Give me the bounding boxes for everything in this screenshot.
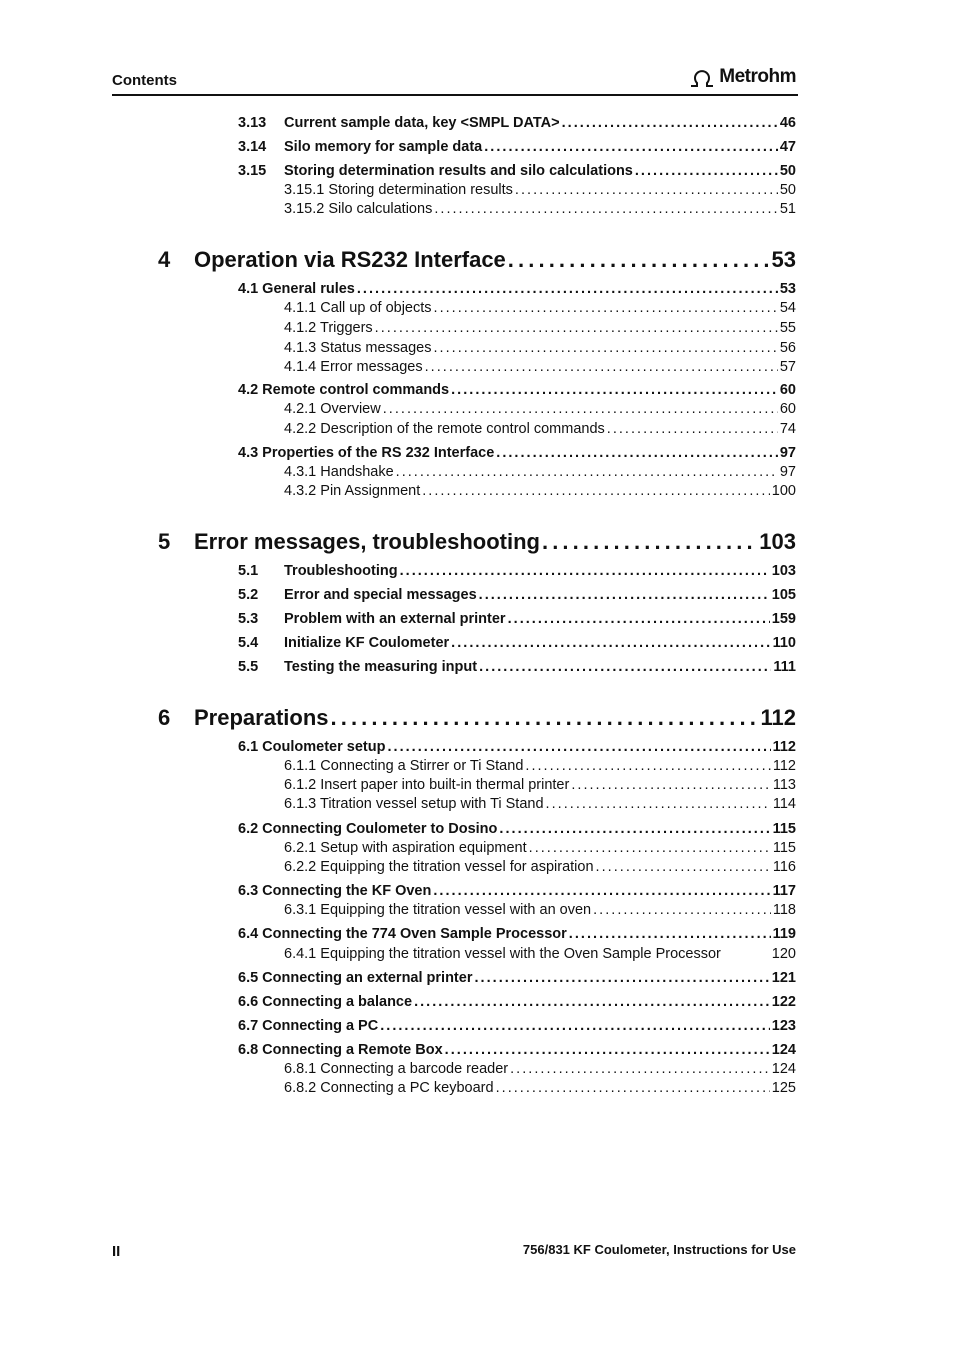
toc-section[interactable] <box>238 994 796 1010</box>
toc-title: 4.3.1 Handshake <box>284 464 394 480</box>
toc-page-number: 57 <box>779 359 796 375</box>
toc-leader-dots <box>562 115 778 131</box>
toc-title: 6.2 Connecting Coulometer to Dosino <box>238 821 498 837</box>
toc-leader-dots <box>529 840 771 856</box>
toc-leader-dots <box>542 529 757 555</box>
toc-subsection[interactable] <box>284 182 796 198</box>
toc-leader-dots <box>510 1061 770 1077</box>
toc-subsection[interactable] <box>284 859 796 875</box>
toc-page-number: 60 <box>779 382 796 398</box>
toc-page-number: 50 <box>779 163 796 179</box>
toc-section[interactable] <box>238 1042 796 1058</box>
toc-title: Testing the measuring input <box>284 659 478 675</box>
toc-title: Troubleshooting <box>284 563 398 579</box>
toc-subsection[interactable] <box>284 320 796 336</box>
toc-title: Preparations <box>194 705 329 730</box>
toc-title: 4.2 Remote control commands <box>238 382 450 398</box>
toc-subsection[interactable] <box>284 1080 796 1096</box>
header-title: Contents <box>112 72 177 89</box>
toc-title: 6.3.1 Equipping the titration vessel with an oven <box>284 902 592 918</box>
toc-title: 4.3 Properties of the RS 232 Interface <box>238 445 495 461</box>
toc-number: 3.13 <box>238 115 267 131</box>
toc-page-number: 118 <box>772 902 796 918</box>
toc-title: 6.4 Connecting the 774 Oven Sample Processor <box>238 926 567 942</box>
toc-title: 6.4.1 Equipping the titration vessel with the Oven Sample Processor <box>284 946 721 962</box>
toc-subsection[interactable] <box>284 483 796 499</box>
toc-leader-dots <box>496 1080 770 1096</box>
toc-title: Initialize KF Coulometer <box>284 635 450 651</box>
toc-leader-dots <box>515 182 778 198</box>
toc-page-number: 116 <box>772 859 796 875</box>
toc-chapter[interactable] <box>158 247 796 273</box>
toc-page-number: 112 <box>760 705 796 730</box>
toc-leader-dots <box>569 926 771 942</box>
metrohm-logo <box>689 66 796 88</box>
toc-section[interactable] <box>238 281 796 297</box>
toc-chapter[interactable] <box>158 705 796 731</box>
toc-leader-dots <box>445 1042 770 1058</box>
toc-title: Silo memory for sample data <box>284 139 483 155</box>
toc-section[interactable] <box>238 883 796 899</box>
toc-number: 5 <box>158 529 171 554</box>
toc-section[interactable] <box>238 563 796 579</box>
toc-title: 6.7 Connecting a PC <box>238 1018 379 1034</box>
toc-page-number: 97 <box>779 445 796 461</box>
toc-section[interactable] <box>238 139 796 155</box>
toc-leader-dots <box>425 359 778 375</box>
toc-subsection[interactable] <box>284 201 796 217</box>
toc-title: 6.2.1 Setup with aspiration equipment <box>284 840 527 856</box>
toc-number: 3.14 <box>238 139 267 155</box>
toc-title: Error and special messages <box>284 587 477 603</box>
toc-page-number: 53 <box>779 281 796 297</box>
toc-subsection[interactable] <box>284 758 796 774</box>
toc-leader-dots <box>525 758 770 774</box>
toc-page-number: 56 <box>779 340 796 356</box>
toc-subsection[interactable] <box>284 300 796 316</box>
toc-leader-dots <box>593 902 771 918</box>
toc-subsection[interactable] <box>284 359 796 375</box>
toc-section[interactable] <box>238 1018 796 1034</box>
toc-title: 6.1.2 Insert paper into built-in thermal printer <box>284 777 570 793</box>
toc-title: 6.8 Connecting a Remote Box <box>238 1042 443 1058</box>
toc-page-number: 115 <box>772 821 796 837</box>
toc-subsection[interactable] <box>284 796 796 812</box>
toc-leader-dots <box>451 635 770 651</box>
toc-section[interactable] <box>238 115 796 131</box>
toc-page-number: 159 <box>771 611 796 627</box>
toc-leader-dots <box>400 563 770 579</box>
toc-leader-dots <box>596 859 771 875</box>
page-number: II <box>112 1243 121 1260</box>
toc-page-number: 47 <box>779 139 796 155</box>
toc-page-number: 124 <box>771 1061 796 1077</box>
toc-subsection[interactable] <box>284 777 796 793</box>
toc-number: 4 <box>158 247 171 272</box>
toc-number: 5.3 <box>238 611 259 627</box>
toc-title: 6.8.2 Connecting a PC keyboard <box>284 1080 494 1096</box>
toc-page-number: 111 <box>773 659 796 675</box>
toc-number: 5.1 <box>238 563 259 579</box>
toc-leader-dots <box>479 659 771 675</box>
toc-leader-dots <box>422 483 770 499</box>
toc-page-number: 120 <box>771 946 796 962</box>
toc-title: Problem with an external printer <box>284 611 506 627</box>
toc-title: Storing determination results and silo calculations <box>284 163 633 179</box>
toc-section[interactable] <box>238 163 796 179</box>
toc-page-number: 53 <box>771 247 796 272</box>
toc-page-number: 103 <box>759 529 796 554</box>
toc-subsection[interactable] <box>284 946 796 962</box>
toc-page-number: 121 <box>771 970 796 986</box>
toc-page-number: 112 <box>772 739 796 755</box>
toc-leader-dots <box>331 705 759 731</box>
toc-section[interactable] <box>238 821 796 837</box>
toc-page-number: 124 <box>771 1042 796 1058</box>
toc-title: Error messages, troubleshooting <box>194 529 540 554</box>
toc-page-number: 60 <box>779 401 796 417</box>
toc-page-number: 105 <box>771 587 796 603</box>
toc-title: 6.3 Connecting the KF Oven <box>238 883 432 899</box>
toc-leader-dots <box>375 320 778 336</box>
toc-leader-dots <box>357 281 778 297</box>
toc-leader-dots <box>484 139 778 155</box>
toc-title: 3.15.1 Storing determination results <box>284 182 513 198</box>
toc-leader-dots <box>546 796 771 812</box>
toc-page-number: 112 <box>772 758 796 774</box>
logo-text: Metrohm <box>719 66 796 87</box>
toc-page-number: 46 <box>779 115 796 131</box>
toc-section[interactable] <box>238 659 796 675</box>
toc-leader-dots <box>434 340 778 356</box>
toc-leader-dots <box>474 970 769 986</box>
toc-page-number: 115 <box>772 840 796 856</box>
toc-leader-dots <box>433 883 770 899</box>
toc-title: 4.1.1 Call up of objects <box>284 300 432 316</box>
toc-page-number: 114 <box>772 796 796 812</box>
toc-page-number: 51 <box>779 201 796 217</box>
toc-subsection[interactable] <box>284 340 796 356</box>
toc-subsection[interactable] <box>284 1061 796 1077</box>
toc-leader-dots <box>479 587 770 603</box>
toc-number: 5.5 <box>238 659 259 675</box>
toc-number: 5.2 <box>238 587 259 603</box>
toc-title: 4.2.2 Description of the remote control commands <box>284 421 605 437</box>
toc-title: Current sample data, key <SMPL DATA> <box>284 115 560 131</box>
toc-subsection[interactable] <box>284 902 796 918</box>
toc-leader-dots <box>496 445 778 461</box>
toc-page-number: 100 <box>771 483 796 499</box>
toc-page-number: 122 <box>771 994 796 1010</box>
toc-title: 4.1.3 Status messages <box>284 340 432 356</box>
toc-title: Operation via RS232 Interface <box>194 247 506 272</box>
toc-leader-dots <box>451 382 778 398</box>
toc-number: 3.15 <box>238 163 267 179</box>
toc-leader-dots <box>396 464 778 480</box>
omega-logo-icon <box>689 66 715 88</box>
toc-page-number: 125 <box>771 1080 796 1096</box>
toc-leader-dots <box>571 777 771 793</box>
toc-leader-dots <box>508 247 770 273</box>
toc-subsection[interactable] <box>284 421 796 437</box>
toc-title: 6.8.1 Connecting a barcode reader <box>284 1061 509 1077</box>
toc-page-number: 113 <box>772 777 796 793</box>
toc-page-number: 50 <box>779 182 796 198</box>
toc-page-number: 97 <box>779 464 796 480</box>
toc-section[interactable] <box>238 970 796 986</box>
toc-subsection[interactable] <box>284 464 796 480</box>
toc-subsection[interactable] <box>284 840 796 856</box>
toc-title: 6.6 Connecting a balance <box>238 994 413 1010</box>
toc-title: 6.1 Coulometer setup <box>238 739 386 755</box>
toc-title: 4.1 General rules <box>238 281 355 297</box>
toc-leader-dots <box>607 421 778 437</box>
toc-section[interactable] <box>238 739 796 755</box>
toc-page-number: 117 <box>772 883 796 899</box>
toc-chapter[interactable] <box>158 529 796 555</box>
toc-title: 4.2.1 Overview <box>284 401 381 417</box>
toc-section[interactable] <box>238 635 796 651</box>
toc-leader-dots <box>383 401 778 417</box>
toc-leader-dots <box>434 300 778 316</box>
toc-section[interactable] <box>238 611 796 627</box>
toc-title: 4.3.2 Pin Assignment <box>284 483 421 499</box>
toc-page-number: 74 <box>779 421 796 437</box>
toc-title: 4.1.4 Error messages <box>284 359 423 375</box>
toc-title: 6.2.2 Equipping the titration vessel for aspiration <box>284 859 594 875</box>
toc-page-number: 110 <box>772 635 796 651</box>
toc-title: 6.5 Connecting an external printer <box>238 970 473 986</box>
toc-leader-dots <box>635 163 778 179</box>
toc-title: 4.1.2 Triggers <box>284 320 373 336</box>
page-header <box>112 66 798 96</box>
toc-page-number: 54 <box>779 300 796 316</box>
document-title: 756/831 KF Coulometer, Instructions for Use <box>522 1242 796 1257</box>
toc-leader-dots <box>414 994 770 1010</box>
toc-title: 6.1.1 Connecting a Stirrer or Ti Stand <box>284 758 524 774</box>
toc-section[interactable] <box>238 926 796 942</box>
toc-leader-dots <box>508 611 770 627</box>
toc-number: 5.4 <box>238 635 259 651</box>
toc-leader-dots <box>434 201 778 217</box>
toc-number: 6 <box>158 705 171 730</box>
toc-section[interactable] <box>238 587 796 603</box>
toc-page-number: 119 <box>772 926 796 942</box>
toc-leader-dots <box>387 739 770 755</box>
toc-section[interactable] <box>238 445 796 461</box>
toc-leader-dots <box>380 1018 770 1034</box>
toc-page-number: 123 <box>771 1018 796 1034</box>
toc-title: 3.15.2 Silo calculations <box>284 201 433 217</box>
toc-page-number: 103 <box>771 563 796 579</box>
toc-leader-dots <box>499 821 770 837</box>
toc-section[interactable] <box>238 382 796 398</box>
toc-subsection[interactable] <box>284 401 796 417</box>
toc-title: 6.1.3 Titration vessel setup with Ti Stand <box>284 796 544 812</box>
toc-page-number: 55 <box>779 320 796 336</box>
